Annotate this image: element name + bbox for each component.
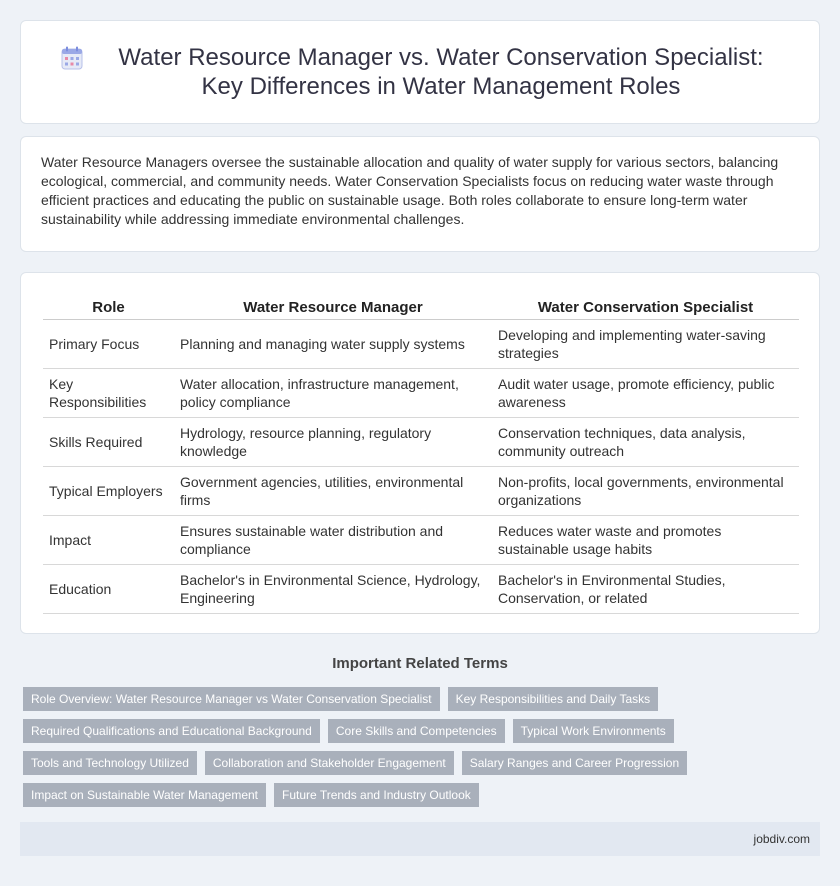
table-cell: Hydrology, resource planning, regulatory knowledge — [174, 418, 492, 467]
table-header-row — [43, 295, 799, 320]
tag-link[interactable]: Key Responsibilities and Daily Tasks — [448, 687, 659, 711]
table-cell: Developing and implementing water-saving strategies — [492, 320, 799, 369]
tag-row — [23, 751, 823, 775]
tag-link[interactable]: Tools and Technology Utilized — [23, 751, 197, 775]
table-row — [43, 565, 799, 614]
tag-link[interactable]: Required Qualifications and Educational Background — [23, 719, 320, 743]
row-label: Typical Employers — [43, 467, 174, 516]
column-header-water-conservation-specialist: Water Conservation Specialist — [492, 295, 799, 320]
intro-card — [20, 136, 820, 252]
table-cell: Conservation techniques, data analysis, community outreach — [492, 418, 799, 467]
tag-row — [23, 687, 823, 711]
related-terms-tags — [23, 687, 823, 815]
table-cell: Water allocation, infrastructure management, policy compliance — [174, 369, 492, 418]
tag-link[interactable]: Salary Ranges and Career Progression — [462, 751, 687, 775]
table-cell: Audit water usage, promote efficiency, public awareness — [492, 369, 799, 418]
title-wrap — [21, 43, 819, 101]
row-label: Education — [43, 565, 174, 614]
table-row — [43, 369, 799, 418]
tag-link[interactable]: Future Trends and Industry Outlook — [274, 783, 479, 807]
calendar-icon — [61, 46, 83, 70]
row-label: Impact — [43, 516, 174, 565]
tag-link[interactable]: Impact on Sustainable Water Management — [23, 783, 266, 807]
column-header-role: Role — [43, 295, 174, 320]
tag-link[interactable]: Core Skills and Competencies — [328, 719, 505, 743]
page-title: Water Resource Manager vs. Water Conservation Specialist: Key Differences in Water Management Roles — [118, 44, 764, 100]
table-cell: Reduces water waste and promotes sustainable usage habits — [492, 516, 799, 565]
title-card — [20, 20, 820, 124]
row-label: Skills Required — [43, 418, 174, 467]
table-cell: Bachelor's in Environmental Studies, Conservation, or related — [492, 565, 799, 614]
tag-row — [23, 719, 823, 743]
table-cell: Bachelor's in Environmental Science, Hydrology, Engineering — [174, 565, 492, 614]
tag-link[interactable]: Role Overview: Water Resource Manager vs Water Conservation Specialist — [23, 687, 440, 711]
table-cell: Government agencies, utilities, environmental firms — [174, 467, 492, 516]
column-header-water-resource-manager: Water Resource Manager — [174, 295, 492, 320]
tag-link[interactable]: Collaboration and Stakeholder Engagement — [205, 751, 454, 775]
footer — [20, 822, 820, 856]
table-row — [43, 320, 799, 369]
table-cell: Non-profits, local governments, environmental organizations — [492, 467, 799, 516]
tag-row — [23, 783, 823, 807]
table-cell: Ensures sustainable water distribution and compliance — [174, 516, 492, 565]
row-label: Key Responsibilities — [43, 369, 174, 418]
footer-site-link[interactable]: jobdiv.com — [753, 832, 810, 846]
comparison-card — [20, 272, 820, 634]
tag-link[interactable]: Typical Work Environments — [513, 719, 674, 743]
intro-paragraph: Water Resource Managers oversee the sustainable allocation and quality of water supply for various sectors, balancing ecological, commercial, and community needs. Water Conservation Specialists focus on reducing water waste through efficient practices and educating the public on sustainable usage. Both roles collaborate to ensure long-term water sustainability while addressing immediate environmental challenges. — [41, 154, 779, 227]
table-row — [43, 467, 799, 516]
table-cell: Planning and managing water supply systems — [174, 320, 492, 369]
table-row — [43, 516, 799, 565]
table-row — [43, 418, 799, 467]
row-label: Primary Focus — [43, 320, 174, 369]
comparison-table — [43, 295, 799, 614]
related-terms-title: Important Related Terms — [332, 655, 508, 672]
